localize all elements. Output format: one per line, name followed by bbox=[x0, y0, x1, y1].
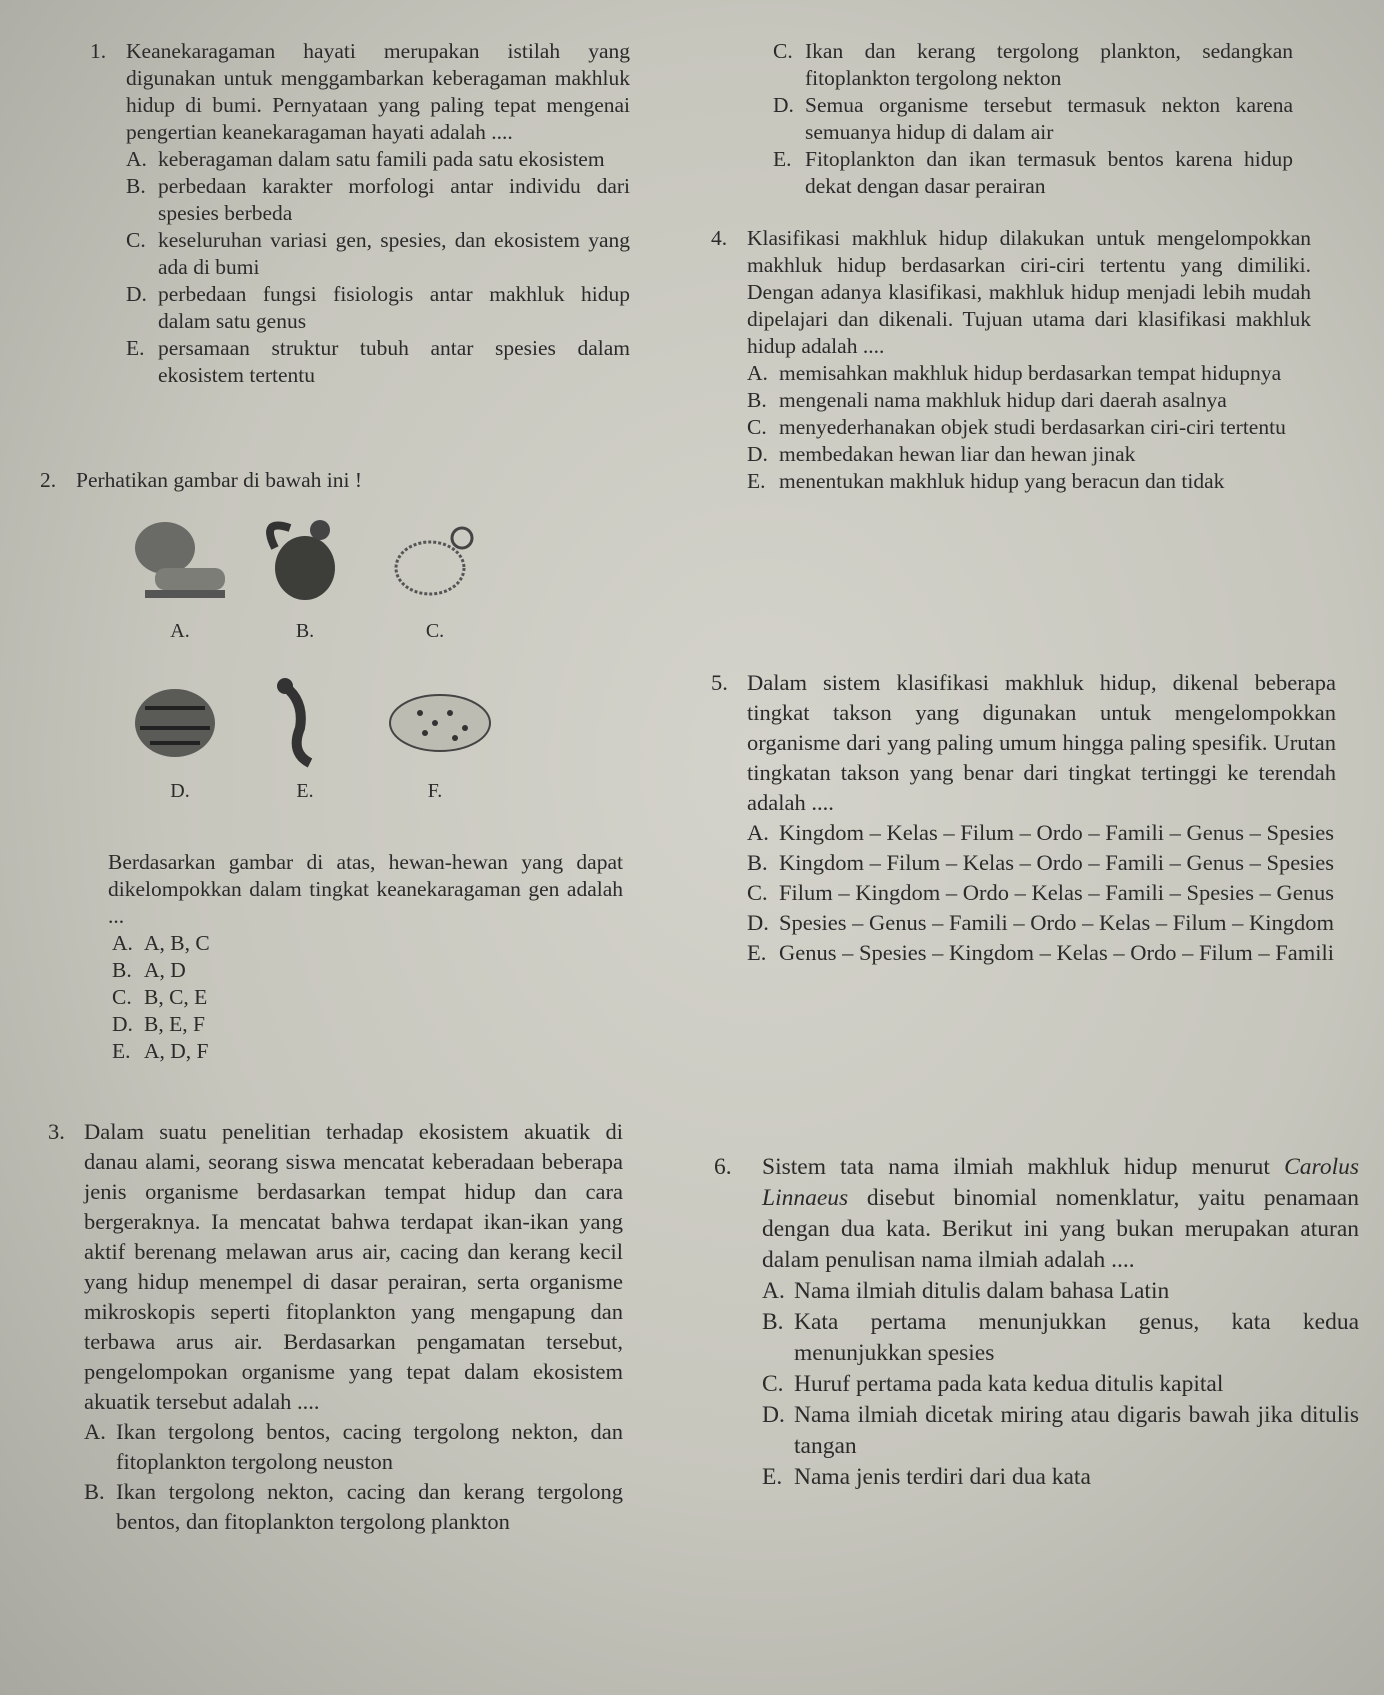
option-a[interactable] bbox=[84, 1417, 623, 1477]
option-text: keseluruhan variasi gen, spesies, dan ekosistem yang ada di bumi bbox=[158, 228, 630, 279]
option-text: keberagaman dalam satu famili pada satu ekosistem bbox=[158, 147, 605, 171]
figure-label: D. bbox=[170, 780, 190, 802]
option-letter: B. bbox=[762, 1309, 784, 1335]
option-letter: A. bbox=[747, 820, 769, 845]
question-number: 3. bbox=[48, 1119, 65, 1144]
option-letter: D. bbox=[747, 910, 769, 935]
lion-icon bbox=[125, 508, 235, 618]
animal-figures bbox=[115, 508, 535, 828]
question-stem: Dalam sistem klasifikasi makhluk hidup, dikenal beberapa tingkat takson yang digunakan untuk mengelompokkan organisme dari yang paling umum hingga paling spesifik. Urutan tingkatan takson yang benar dari tingkat tertinggi ke terendah adalah .... bbox=[747, 670, 1336, 815]
rooster-icon bbox=[250, 508, 360, 618]
option-letter: A. bbox=[747, 361, 768, 385]
figure-b-rooster bbox=[240, 508, 370, 645]
option-text: menentukan makhluk hidup yang beracun dan tidak bbox=[779, 469, 1225, 493]
option-text: Kingdom – Kelas – Filum – Ordo – Famili – Genus – Spesies bbox=[779, 820, 1334, 845]
option-letter: B. bbox=[747, 388, 767, 412]
option-e[interactable] bbox=[747, 468, 1311, 495]
option-text: perbedaan fungsi fisiologis antar makhluk hidup dalam satu genus bbox=[158, 282, 630, 333]
figure-label: A. bbox=[170, 620, 190, 642]
option-a[interactable] bbox=[747, 360, 1311, 387]
option-letter: E. bbox=[126, 336, 145, 360]
option-c[interactable] bbox=[747, 878, 1336, 908]
stem-italic-name: Carolus Linnaeus bbox=[762, 1154, 1359, 1211]
option-letter: D. bbox=[126, 282, 147, 306]
option-text: Genus – Spesies – Kingdom – Kelas – Ordo – Filum – Famili bbox=[779, 940, 1334, 965]
option-text: Kingdom – Filum – Kelas – Ordo – Famili – Genus – Spesies bbox=[779, 850, 1334, 875]
option-text: perbedaan karakter morfologi antar individu dari spesies berbeda bbox=[158, 174, 630, 225]
option-letter: D. bbox=[762, 1402, 785, 1428]
option-c[interactable] bbox=[773, 38, 1293, 92]
option-text: Ikan dan kerang tergolong plankton, sedangkan fitoplankton tergolong nekton bbox=[805, 39, 1293, 90]
option-e[interactable] bbox=[126, 335, 630, 389]
question-6 bbox=[714, 1152, 1359, 1493]
option-text: A, B, C bbox=[144, 931, 210, 955]
option-letter: A. bbox=[126, 147, 147, 171]
question-3 bbox=[48, 1117, 623, 1537]
option-letter: C. bbox=[112, 985, 132, 1009]
question-stem: Perhatikan gambar di bawah ini ! bbox=[76, 468, 362, 492]
option-letter: C. bbox=[126, 228, 146, 252]
option-c[interactable] bbox=[747, 414, 1311, 441]
option-letter: A. bbox=[84, 1419, 106, 1444]
question-2-body bbox=[108, 849, 623, 1065]
question-stem: Dalam suatu penelitian terhadap ekosistem akuatik di danau alami, seorang siswa mencatat keberadaan beberapa jenis organisme berdasarkan tempat hidup dan cara bergeraknya. Ia mencatat bahwa terdapat ikan-ikan yang aktif berenang melawan arus air, cacing dan kerang kecil yang hidup menempel di dasar perairan, serta organisme mikroskopis seperti fitoplankton yang mengapung dan terbawa arus air. Berdasarkan pengamatan tersebut, pengelompokan organisme yang tepat dalam ekosistem akuatik tersebut adalah .... bbox=[84, 1119, 623, 1414]
option-letter: E. bbox=[762, 1464, 783, 1490]
rooster-icon bbox=[250, 668, 360, 778]
leopard-icon bbox=[370, 668, 500, 778]
option-letter: E. bbox=[747, 469, 766, 493]
option-text: Nama ilmiah ditulis dalam bahasa Latin bbox=[794, 1278, 1170, 1304]
option-b[interactable] bbox=[747, 848, 1336, 878]
question-stem: Keanekaragaman hayati merupakan istilah yang digunakan untuk menggambarkan keberagaman makhluk hidup di bumi. Pernyataan yang paling tepat mengenai pengertian keanekaragaman hayati adalah .... bbox=[126, 39, 630, 144]
option-d[interactable] bbox=[762, 1400, 1359, 1462]
figure-label: B. bbox=[295, 620, 315, 642]
option-letter: B. bbox=[747, 850, 768, 875]
option-d[interactable] bbox=[773, 92, 1293, 146]
option-a[interactable] bbox=[747, 818, 1336, 848]
question-stem: Berdasarkan gambar di atas, hewan-hewan yang dapat dikelompokkan dalam tingkat keanekaragaman gen adalah ... bbox=[108, 850, 623, 928]
option-text: membedakan hewan liar dan hewan jinak bbox=[779, 442, 1136, 466]
option-letter: A. bbox=[112, 931, 133, 955]
option-text: memisahkan makhluk hidup berdasarkan tempat hidupnya bbox=[779, 361, 1282, 385]
option-letter: B. bbox=[84, 1479, 105, 1504]
option-text: Nama ilmiah dicetak miring atau digaris bawah jika ditulis tangan bbox=[794, 1402, 1359, 1459]
option-a[interactable] bbox=[762, 1276, 1359, 1307]
option-letter: E. bbox=[773, 147, 792, 171]
question-2-header bbox=[40, 467, 630, 494]
tiger-icon bbox=[125, 668, 235, 778]
question-3-continued bbox=[773, 38, 1293, 200]
option-b[interactable] bbox=[84, 1477, 623, 1537]
option-a[interactable] bbox=[126, 146, 630, 173]
option-text: Huruf pertama pada kata kedua ditulis kapital bbox=[794, 1371, 1224, 1397]
figure-label: C. bbox=[425, 620, 445, 642]
option-b[interactable] bbox=[126, 173, 630, 227]
option-text: Nama jenis terdiri dari dua kata bbox=[794, 1464, 1091, 1490]
question-4 bbox=[711, 225, 1311, 495]
option-b[interactable] bbox=[762, 1307, 1359, 1369]
option-d[interactable] bbox=[126, 281, 630, 335]
option-text: Filum – Kingdom – Ordo – Kelas – Famili – Spesies – Genus bbox=[779, 880, 1334, 905]
option-c[interactable] bbox=[112, 984, 623, 1011]
option-text: Semua organisme tersebut termasuk nekton karena semuanya hidup di dalam air bbox=[805, 93, 1293, 144]
option-d[interactable] bbox=[747, 441, 1311, 468]
figure-label: F. bbox=[427, 780, 443, 802]
option-text: Fitoplankton dan ikan termasuk bentos karena hidup dekat dengan dasar perairan bbox=[805, 147, 1293, 198]
option-letter: E. bbox=[747, 940, 767, 965]
option-letter: C. bbox=[747, 415, 767, 439]
option-text: Ikan tergolong bentos, cacing tergolong nekton, dan fitoplankton tergolong neuston bbox=[116, 1419, 623, 1474]
option-d[interactable] bbox=[112, 1011, 623, 1038]
figure-c-hen bbox=[370, 508, 500, 645]
option-letter: C. bbox=[773, 39, 793, 63]
option-text: B, E, F bbox=[144, 1012, 205, 1036]
hen-icon bbox=[380, 508, 490, 618]
option-letter: D. bbox=[773, 93, 794, 117]
option-text: mengenali nama makhluk hidup dari daerah asalnya bbox=[779, 388, 1227, 412]
option-letter: B. bbox=[112, 958, 132, 982]
option-e[interactable] bbox=[112, 1038, 623, 1065]
option-c[interactable] bbox=[762, 1369, 1359, 1400]
option-a[interactable] bbox=[112, 930, 623, 957]
figure-a-lion bbox=[115, 508, 245, 645]
option-letter: D. bbox=[112, 1012, 133, 1036]
question-number: 4. bbox=[711, 226, 728, 250]
question-number: 1. bbox=[90, 39, 107, 63]
option-text: persamaan struktur tubuh antar spesies dalam ekosistem tertentu bbox=[158, 336, 630, 387]
stem-text: Sistem tata nama ilmiah makhluk hidup menurut bbox=[762, 1154, 1285, 1180]
question-number: 5. bbox=[711, 670, 728, 695]
question-number: 2. bbox=[40, 468, 57, 492]
option-text: A, D bbox=[144, 958, 186, 982]
option-letter: B. bbox=[126, 174, 146, 198]
option-letter: E. bbox=[112, 1039, 131, 1063]
option-b[interactable] bbox=[747, 387, 1311, 414]
option-b[interactable] bbox=[112, 957, 623, 984]
option-e[interactable] bbox=[773, 146, 1293, 200]
option-letter: D. bbox=[747, 442, 768, 466]
option-text: A, D, F bbox=[144, 1039, 209, 1063]
figure-label: E. bbox=[296, 780, 314, 802]
option-text: B, C, E bbox=[144, 985, 208, 1009]
question-number: 6. bbox=[714, 1154, 732, 1180]
option-e[interactable] bbox=[762, 1462, 1359, 1493]
option-e[interactable] bbox=[747, 938, 1336, 968]
option-c[interactable] bbox=[126, 227, 630, 281]
figure-e-rooster bbox=[240, 668, 370, 805]
option-text: menyederhanakan objek studi berdasarkan ciri-ciri tertentu bbox=[779, 415, 1286, 439]
option-text: Kata pertama menunjukkan genus, kata kedua menunjukkan spesies bbox=[794, 1309, 1359, 1366]
option-letter: A. bbox=[762, 1278, 785, 1304]
stem-text: disebut binomial nomenklatur, yaitu penamaan dengan dua kata. Berikut ini yang bukan merupakan aturan dalam penulisan nama ilmiah adalah .... bbox=[762, 1185, 1359, 1273]
option-text: Ikan tergolong nekton, cacing dan kerang tergolong bentos, dan fitoplankton tergolong plankton bbox=[116, 1479, 623, 1534]
question-stem: Klasifikasi makhluk hidup dilakukan untuk mengelompokkan makhluk hidup berdasarkan ciri-ciri tertentu yang dimiliki. Dengan adanya klasifikasi, makhluk hidup menjadi lebih mudah dipelajari dan dikenali. Tujuan utama dari klasifikasi makhluk hidup adalah .... bbox=[747, 226, 1311, 358]
option-letter: C. bbox=[747, 880, 768, 905]
figure-d-tiger bbox=[115, 668, 245, 805]
figure-f-leopard bbox=[370, 668, 500, 805]
question-5 bbox=[711, 668, 1336, 968]
option-letter: C. bbox=[762, 1371, 784, 1397]
option-text: Spesies – Genus – Famili – Ordo – Kelas – Filum – Kingdom bbox=[779, 910, 1334, 935]
question-1 bbox=[90, 38, 630, 389]
option-d[interactable] bbox=[747, 908, 1336, 938]
question-stem bbox=[762, 1152, 1359, 1276]
